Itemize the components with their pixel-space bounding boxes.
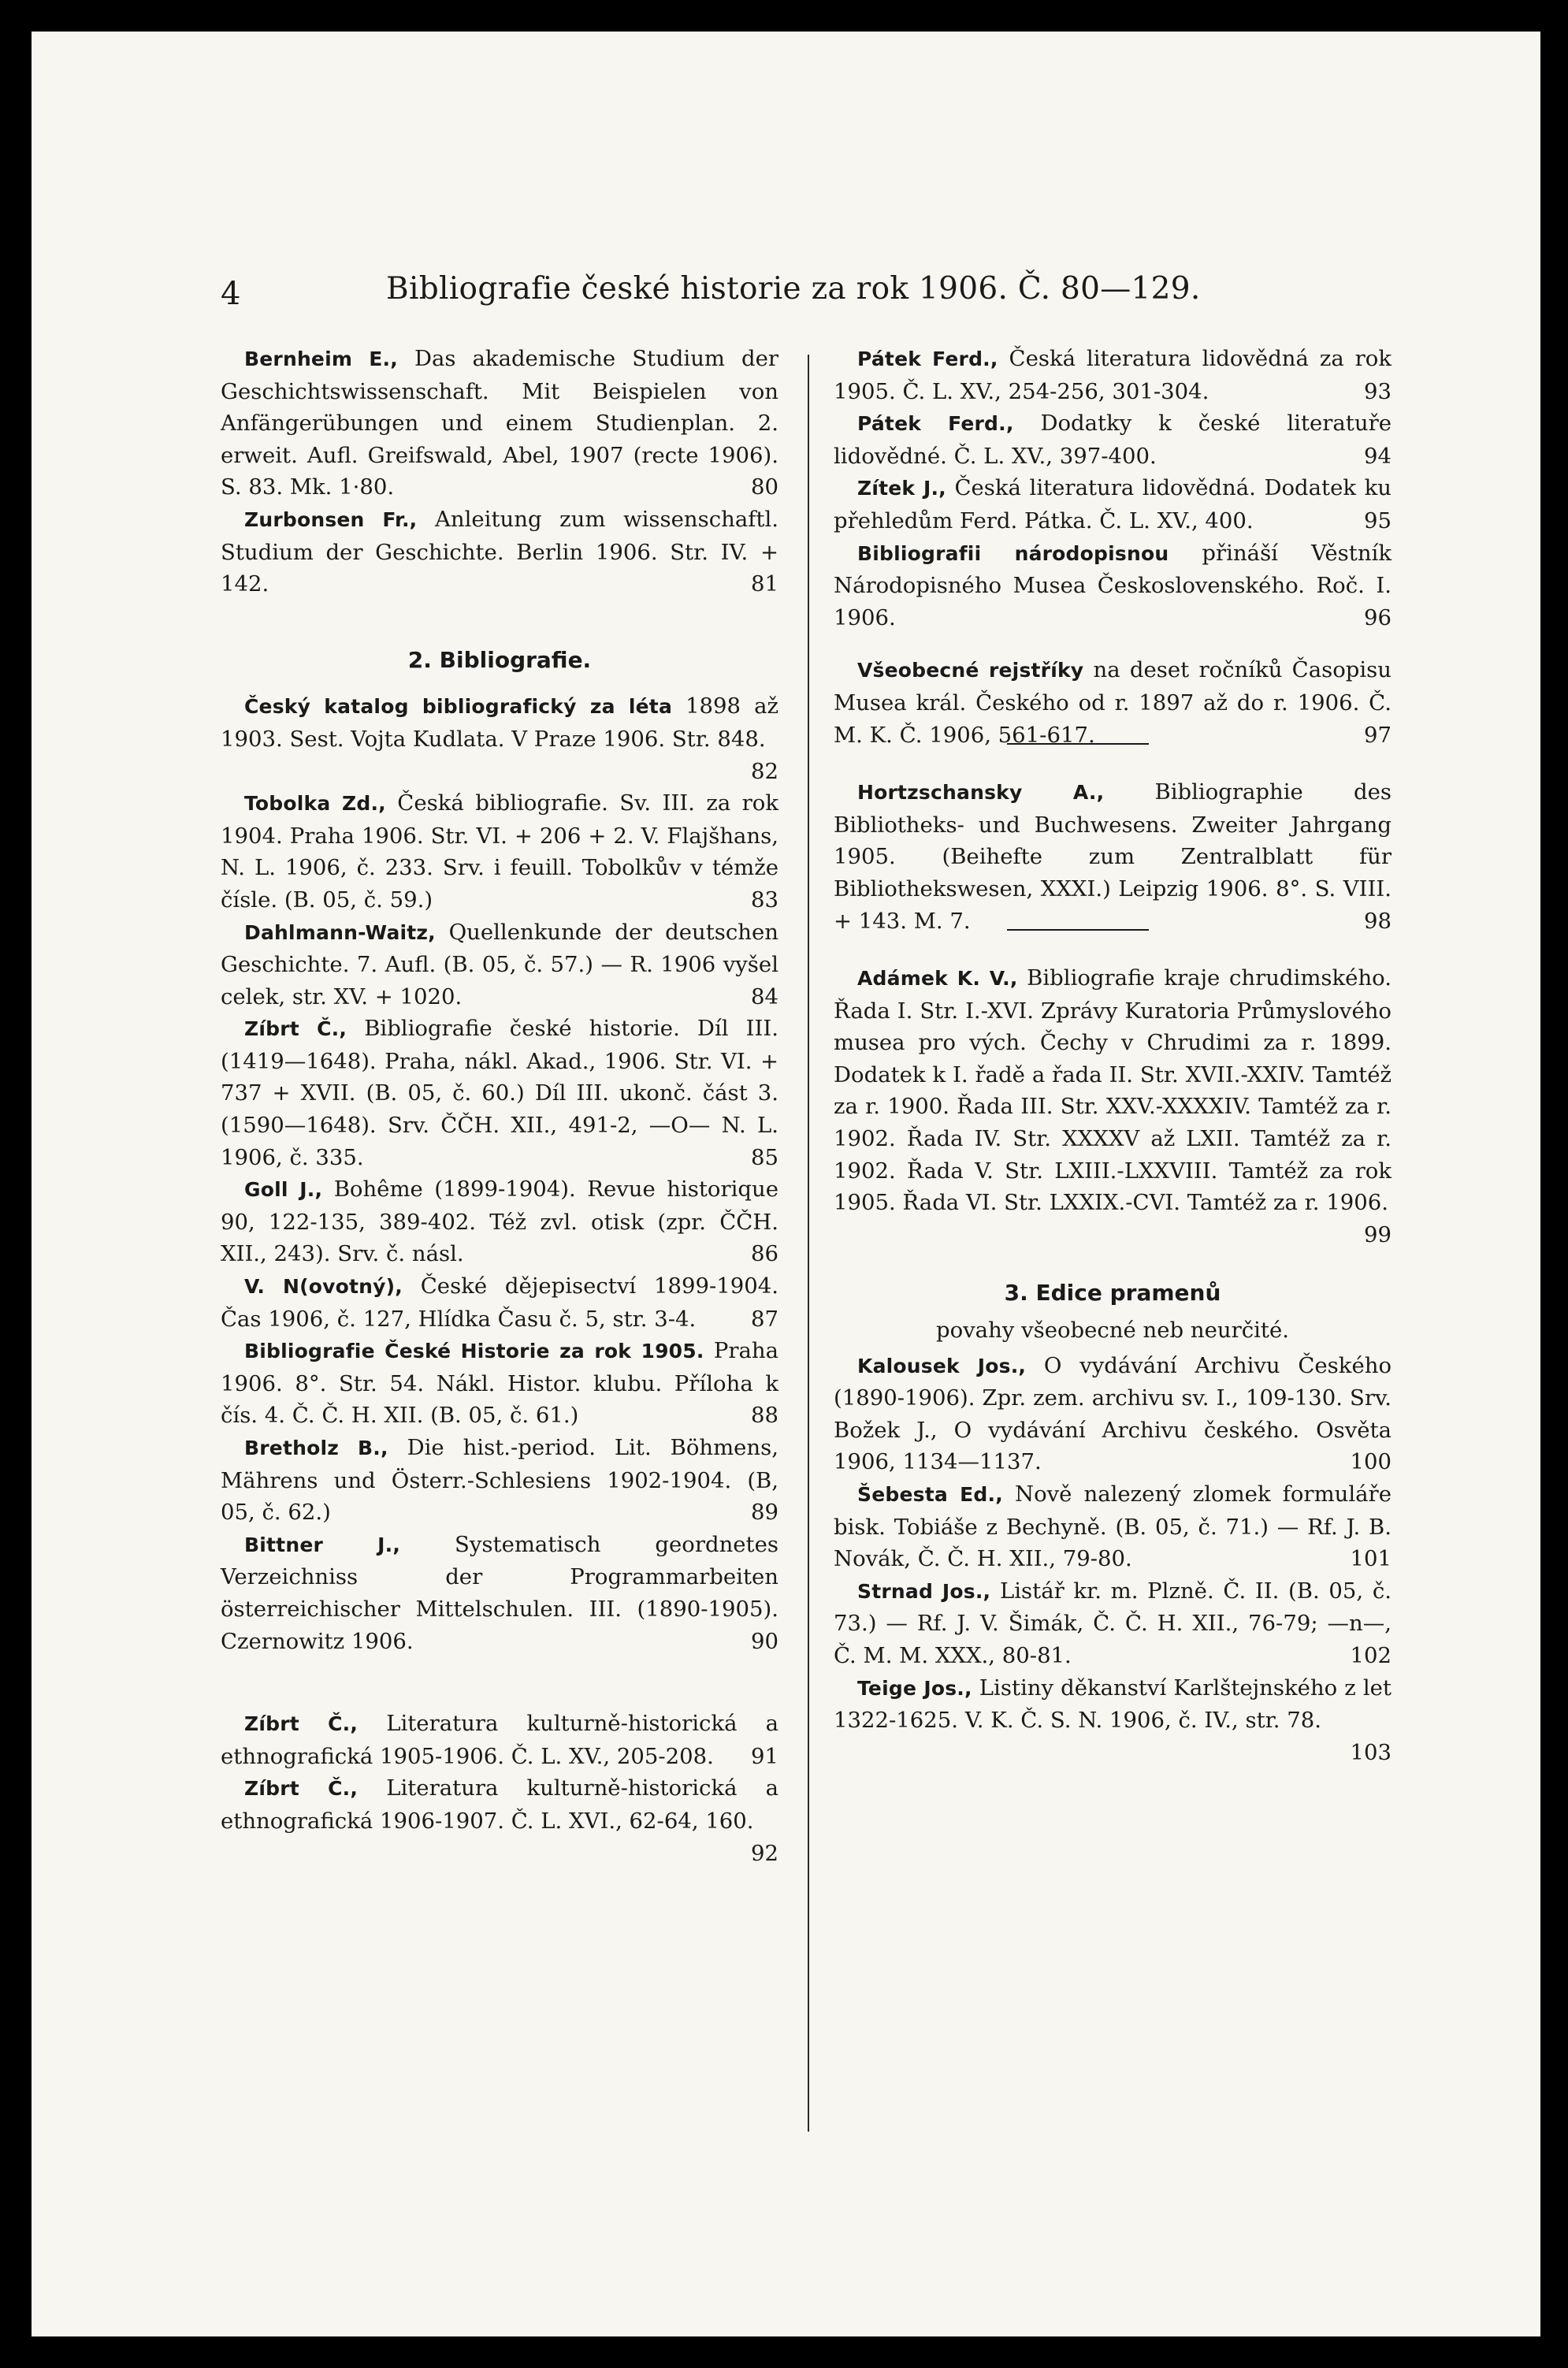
entry-number: 84 (751, 983, 778, 1009)
entry-number: 88 (751, 1403, 778, 1429)
entry-author: Zíbrt Č., (244, 1017, 347, 1041)
bibliography-entry-100 (834, 1350, 1392, 1478)
bibliography-entry-99 (834, 962, 1392, 1251)
entry-number: 101 (1350, 1546, 1392, 1572)
entry-number: 98 (1364, 908, 1392, 934)
bibliography-entry-92 (221, 1772, 778, 1869)
section-heading-bibliografie: 2. Bibliografie. (407, 646, 592, 673)
entry-author: Goll J., (244, 1178, 323, 1202)
entry-text: Quellenkunde der deutschen Geschichte. 7. Aufl. (B. 05, č. 57.) — R. 1906 vyšel celek, str. XV. + 1020. (221, 919, 778, 1009)
entry-number: 81 (751, 571, 778, 597)
bibliography-entry-97 (834, 654, 1392, 751)
entry-number: 85 (751, 1144, 778, 1170)
document-page (32, 32, 1540, 2336)
column-divider (808, 355, 809, 2132)
bibliography-entry-81 (221, 504, 778, 600)
bibliography-entry-93 (834, 343, 1392, 407)
entry-text: na deset ročníků Časopisu Musea král. Českého od r. 1897 až do r. 1906. Č. M. K. Č. 1906, 561-617. (834, 657, 1392, 748)
entry-author: Bretholz B., (244, 1437, 388, 1459)
bibliography-entry-84 (221, 916, 778, 1013)
bibliography-entry-98 (834, 776, 1392, 937)
entry-text: Das akademische Studium der Geschichtswissenschaft. Mit Beispielen von Anfängerübungen und einem Studienplan. 2. erweit. Aufl. Greifswald, Abel, 1907 (recte 1906). S. 83. Mk. 1·80. (221, 346, 779, 500)
left-column (221, 343, 778, 2132)
bibliography-entry-89 (221, 1432, 778, 1529)
entry-number: 103 (1350, 1739, 1392, 1765)
entry-author: Zíbrt Č., (244, 1712, 359, 1736)
entry-text: Listiny děkanství Karlštejnského z let 1322-1625. V. K. Č. S. N. 1906, č. IV., str. 78. (834, 1675, 1392, 1734)
entry-author: Všeobecné rejstříky (857, 659, 1084, 682)
spacer (834, 634, 1392, 654)
entry-text: České dějepisectví 1899-1904. Čas 1906, č. 127, Hlídka Času č. 5, str. 3-4. (221, 1273, 778, 1332)
entry-number: 97 (1364, 722, 1392, 748)
entry-number: 92 (751, 1840, 778, 1866)
two-column-body (221, 343, 1392, 2132)
entry-author: Teige Jos., (857, 1676, 972, 1700)
bibliography-entry-91 (221, 1708, 778, 1772)
bibliography-entry-83 (221, 787, 778, 916)
section-subtitle: povahy všeobecné neb neurčité. (935, 1318, 1289, 1344)
entry-number: 91 (751, 1743, 778, 1769)
entry-author: Kalousek Jos., (857, 1354, 1027, 1377)
entry-number: 80 (751, 474, 778, 500)
entry-text: O vydávání Archivu Českého (1890-1906). Zpr. zem. archivu sv. I., 109-130. Srv. Božek J., O vydávání Archivu českého. Osvěta 1906, 1134—1137. (834, 1352, 1392, 1475)
entry-author: Strnad Jos., (857, 1579, 991, 1603)
entry-number: 82 (751, 758, 778, 784)
entry-text: Bibliografie kraje chrudimského. Řada I. Str. I.-XVI. Zprávy Kuratoria Průmyslového musea pro vých. Čechy v Chrudimi za r. 1899. Dodatek k I. řadě a řada II. Str. XVII.-XXIV. Tamtéž za r. 1900. Řada III. Str. XXV.-XXXXIV. Tamtéž za r. 1902. Řada IV. Str. XXXXV až LXII. Tamtéž za r. 1902. Řada V. Str. LXIII.-LXXVIII. Tamtéž za rok 1905. Řada VI. Str. LXXIX.-CVI. Tamtéž za r. 1906. (834, 965, 1392, 1216)
bibliography-entry-102 (834, 1575, 1392, 1672)
entry-author: Zítek J., (857, 477, 946, 500)
spacer (221, 1657, 778, 1708)
bibliography-entry-82 (221, 690, 778, 787)
entry-author: Pátek Ferd., (857, 412, 1014, 436)
entry-text: Literatura kulturně-historická a ethnografická 1905-1906. Č. L. XV., 205-208. (221, 1711, 778, 1769)
bibliography-entry-101 (834, 1478, 1392, 1575)
entry-number: 93 (1364, 378, 1392, 404)
bibliography-entry-88 (221, 1335, 778, 1432)
entry-author: Šebesta Ed., (857, 1483, 1003, 1506)
entry-number: 102 (1350, 1642, 1392, 1668)
bibliography-entry-95 (834, 472, 1392, 537)
entry-number: 90 (751, 1628, 778, 1654)
entry-number: 83 (751, 887, 778, 913)
entry-text: Bibliografie české historie. Díl III. (1419—1648). Praha, nákl. Akad., 1906. Str. VI. + 737 + XVII. (B. 05, č. 60.) Díl III. ukonč. část 3. (1590—1648). Srv. ČČH. XII., 491-2, —O— N. L. 1906, č. 335. (221, 1016, 778, 1170)
bibliography-entry-90 (221, 1529, 778, 1657)
entry-author: Zurbonsen Fr., (244, 507, 418, 531)
running-title: Bibliografie české historie za rok 1906. Č. 80—129. (386, 271, 1201, 307)
entry-author: Bittner J., (244, 1533, 401, 1556)
entry-text: Česká literatura lidovědná za rok 1905. Č. L. XV., 254-256, 301-304. (834, 346, 1392, 404)
entry-author: V. N(ovotný), (244, 1275, 403, 1299)
entry-text: Listář kr. m. Plzně. Č. II. (B. 05, č. 73.) — Rf. J. V. Šimák, Č. Č. H. XII., 76-79; —n—, Č. M. M. XXX., 80-81. (834, 1578, 1392, 1668)
entry-number: 94 (1364, 443, 1392, 469)
bibliography-entry-80 (221, 343, 778, 504)
entry-text: Systematisch geordnetes Verzeichniss der Programmarbeiten österreichischer Mittelschulen. III. (1890-1905). Czernowitz 1906. (221, 1531, 778, 1654)
entry-number: 95 (1364, 507, 1392, 533)
right-column (834, 343, 1392, 2132)
entry-number: 100 (1350, 1449, 1392, 1475)
entry-author: Hortzschansky A., (857, 781, 1105, 805)
entry-number: 87 (751, 1306, 778, 1332)
entry-author: Bibliografie České Historie za rok 1905. (244, 1340, 704, 1363)
bibliography-entry-96 (834, 537, 1392, 634)
entry-author: Český katalog bibliografický za léta (244, 695, 673, 719)
bibliography-entry-86 (221, 1173, 778, 1270)
entry-text: 1898 až 1903. Sest. Vojta Kudlata. V Praze 1906. Str. 848. (221, 693, 778, 752)
entry-author: Zíbrt Č., (244, 1777, 359, 1801)
bibliography-entry-85 (221, 1013, 778, 1173)
page-header (32, 266, 1540, 322)
entry-number: 86 (751, 1241, 778, 1267)
bibliography-entry-87 (221, 1270, 778, 1335)
entry-number: 96 (1364, 604, 1392, 630)
entry-author: Pátek Ferd., (857, 348, 998, 370)
entry-text: Nově nalezený zlomek formuláře bisk. Tobiáše z Bechyně. (B. 05, č. 71.) — Rf. J. B. Novák, Č. Č. H. XII., 79-80. (834, 1481, 1392, 1572)
entry-author: Dahlmann-Waitz, (244, 920, 436, 944)
entry-author: Bernheim E., (244, 348, 398, 370)
page-number: 4 (221, 276, 241, 312)
entry-text: Anleitung zum wissenschaftl. Studium der Geschichte. Berlin 1906. Str. IV. + 142. (221, 506, 779, 597)
entry-text: přináší Věstník Národopisného Musea Československého. Roč. I. 1906. (834, 540, 1392, 630)
entry-text: Bohême (1899-1904). Revue historique 90, 122-135, 389-402. Též zvl. otisk (zpr. ČČH. XII., 243). Srv. č. násl. (221, 1177, 778, 1267)
entry-author: Bibliografii národopisnou (857, 541, 1169, 565)
entry-text: Die hist.-period. Lit. Böhmens, Mährens und Österr.-Schlesiens 1902-1904. (B, 05, č. 62.) (221, 1435, 778, 1526)
entry-text: Bibliographie des Bibliotheks- und Buchwesens. Zweiter Jahrgang 1905. (Beihefte zum Zentralblatt für Bibliothekswesen, XXXI.) Leipzig 1906. 8°. S. VIII. + 143. M. 7. (834, 779, 1392, 934)
entry-number: 89 (751, 1500, 778, 1526)
entry-text: Česká bibliografie. Sv. III. za rok 1904. Praha 1906. Str. VI. + 206 + 2. V. Flajšhans, N. L. 1906, č. 233. Srv. i feuill. Tobolkův v témže čísle. (B. 05, č. 59.) (221, 790, 779, 913)
bibliography-entry-103 (834, 1672, 1392, 1769)
entry-author: Tobolka Zd., (244, 792, 386, 816)
entry-text: Praha 1906. 8°. Str. 54. Nákl. Histor. klubu. Příloha k čís. 4. Č. Č. H. XII. (B. 05, č. 61.) (221, 1338, 778, 1429)
entry-text: Dodatky k české literatuře lidovědné. Č. L. XV., 397-400. (834, 411, 1392, 469)
section-heading-edice-pramenu: 3. Edice pramenů (1004, 1280, 1221, 1307)
entry-number: 99 (1364, 1221, 1392, 1247)
entry-author: Adámek K. V., (857, 967, 1018, 991)
entry-text: Česká literatura lidovědná. Dodatek ku přehledům Ferd. Pátka. Č. L. XV., 400. (834, 475, 1392, 533)
entry-text: Literatura kulturně-historická a ethnografická 1906-1907. Č. L. XVI., 62-64, 160. (221, 1775, 778, 1834)
bibliography-entry-94 (834, 407, 1392, 472)
